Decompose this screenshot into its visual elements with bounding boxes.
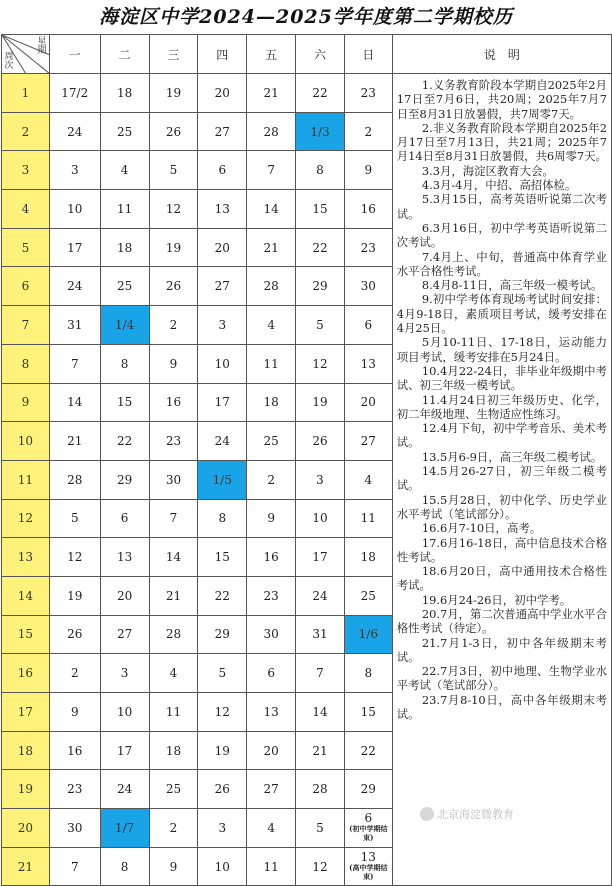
day-cell: 9 bbox=[344, 151, 392, 190]
day-cell: 30 bbox=[149, 460, 198, 499]
week-number-cell: 12 bbox=[2, 499, 50, 538]
week-number-cell: 21 bbox=[2, 847, 50, 886]
day-cell: 19 bbox=[49, 576, 100, 615]
day-cell: 12 bbox=[149, 190, 198, 229]
day-cell: 7 bbox=[296, 654, 345, 693]
day-cell: 7 bbox=[149, 499, 198, 538]
day-cell: 24 bbox=[100, 770, 149, 809]
day-cell: 26 bbox=[149, 267, 198, 306]
day-cell: 19 bbox=[149, 74, 198, 113]
notes-cell bbox=[392, 74, 611, 886]
day-cell: 15 bbox=[198, 538, 247, 577]
day-cell: 14 bbox=[149, 538, 198, 577]
header-tue: 二 bbox=[100, 35, 149, 74]
day-cell: 25 bbox=[100, 267, 149, 306]
watermark-text: 北京海淀微教育 bbox=[437, 808, 514, 821]
day-cell: 25 bbox=[100, 112, 149, 151]
day-cell: 28 bbox=[247, 267, 296, 306]
day-cell: 5 bbox=[149, 151, 198, 190]
day-cell: 6 bbox=[247, 654, 296, 693]
day-cell: 22 bbox=[100, 422, 149, 461]
day-cell: 30 bbox=[344, 267, 392, 306]
day-cell: 6 bbox=[198, 151, 247, 190]
day-cell: 10 bbox=[198, 847, 247, 886]
day-cell: 30 bbox=[247, 615, 296, 654]
day-cell: 23 bbox=[344, 228, 392, 267]
day-cell: 3 bbox=[296, 460, 345, 499]
day-cell: 2 bbox=[247, 460, 296, 499]
day-cell: 27 bbox=[247, 770, 296, 809]
day-cell: 20 bbox=[198, 228, 247, 267]
week-row bbox=[2, 74, 612, 113]
day-cell: 24 bbox=[296, 576, 345, 615]
day-cell: 5 bbox=[296, 306, 345, 345]
day-cell: 14 bbox=[296, 693, 345, 732]
day-cell: 22 bbox=[296, 74, 345, 113]
week-number-cell: 6 bbox=[2, 267, 50, 306]
week-number-cell: 11 bbox=[2, 460, 50, 499]
day-cell: 1/4 bbox=[100, 306, 149, 345]
day-cell: 21 bbox=[247, 74, 296, 113]
note-item: 20.7月，第二次普通高中学业水平合格性考试（待定）。 bbox=[396, 606, 607, 636]
day-cell: 28 bbox=[49, 460, 100, 499]
note-item: 16.6月7-10日，高考。 bbox=[421, 521, 542, 536]
header-wed: 三 bbox=[149, 35, 198, 74]
day-cell: 20 bbox=[344, 383, 392, 422]
day-cell: 26 bbox=[149, 112, 198, 151]
day-cell: 16 bbox=[247, 538, 296, 577]
note-item: 3.3月，海淀区教育大会。 bbox=[421, 163, 554, 178]
day-number: 6 bbox=[364, 811, 373, 826]
day-cell: 15 bbox=[100, 383, 149, 422]
day-cell: 12 bbox=[296, 344, 345, 383]
day-cell: 2 bbox=[49, 654, 100, 693]
note-item: 18.6月20日，高中通用技术合格性考试。 bbox=[396, 564, 607, 593]
day-cell: 29 bbox=[100, 460, 149, 499]
header-corner-cell bbox=[2, 35, 50, 74]
day-cell: 9 bbox=[149, 344, 198, 383]
day-cell: 21 bbox=[149, 576, 198, 615]
note-item: 10.4月22-24日，非毕业年级期中考试、初三年级一模考试。 bbox=[396, 363, 607, 393]
day-cell: 15 bbox=[344, 693, 392, 732]
header-fri: 五 bbox=[247, 35, 296, 74]
day-cell: 24 bbox=[49, 112, 100, 151]
day-cell: 11 bbox=[247, 344, 296, 383]
term-end-note: (初中学期结束) bbox=[349, 824, 388, 843]
day-cell: 18 bbox=[100, 228, 149, 267]
note-item: 17.6月16-18日，高中信息技术合格性考试。 bbox=[396, 535, 607, 564]
day-cell: 26 bbox=[296, 422, 345, 461]
day-cell: 7 bbox=[49, 344, 100, 383]
day-cell: 24 bbox=[49, 267, 100, 306]
day-cell: 26 bbox=[198, 770, 247, 809]
note-item: 5.3月15日，高考英语听说第二次考试。 bbox=[396, 192, 607, 221]
note-item: 8.4月8-11日，高三年级一模考试。 bbox=[421, 278, 603, 293]
day-cell: 4 bbox=[149, 654, 198, 693]
header-notes: 说 明 bbox=[392, 35, 611, 74]
note-item: 21.7月1-3日，初中各年级期末考试。 bbox=[396, 635, 607, 664]
day-cell bbox=[344, 847, 392, 886]
watermark bbox=[420, 806, 514, 822]
day-cell: 6 bbox=[344, 306, 392, 345]
week-number-cell: 4 bbox=[2, 190, 50, 229]
day-cell: 10 bbox=[100, 693, 149, 732]
day-cell: 30 bbox=[49, 809, 100, 848]
day-cell: 8 bbox=[100, 847, 149, 886]
week-number-cell: 16 bbox=[2, 654, 50, 693]
day-cell: 25 bbox=[344, 576, 392, 615]
day-cell: 3 bbox=[198, 809, 247, 848]
day-cell: 10 bbox=[296, 499, 345, 538]
day-cell: 24 bbox=[198, 422, 247, 461]
day-cell: 19 bbox=[296, 383, 345, 422]
week-number-cell: 20 bbox=[2, 809, 50, 848]
day-cell: 21 bbox=[296, 731, 345, 770]
term-end-note: (高中学期结束) bbox=[349, 863, 388, 882]
school-calendar-table bbox=[1, 34, 612, 886]
day-cell: 25 bbox=[247, 422, 296, 461]
day-cell: 4 bbox=[100, 151, 149, 190]
day-cell: 11 bbox=[247, 847, 296, 886]
day-cell: 21 bbox=[49, 422, 100, 461]
day-cell: 7 bbox=[247, 151, 296, 190]
day-cell: 1/5 bbox=[198, 460, 247, 499]
day-cell: 13 bbox=[344, 344, 392, 383]
note-item: 6.3月16日，初中学考英语听说第二次考试。 bbox=[396, 220, 607, 250]
day-cell: 9 bbox=[49, 693, 100, 732]
day-cell: 17 bbox=[49, 228, 100, 267]
week-number-cell: 17 bbox=[2, 693, 50, 732]
day-cell: 8 bbox=[344, 654, 392, 693]
note-item: 12.4月下旬，初中学考音乐、美术考试。 bbox=[396, 421, 607, 450]
header-sat: 六 bbox=[296, 35, 345, 74]
day-cell: 16 bbox=[49, 731, 100, 770]
week-number-cell: 14 bbox=[2, 576, 50, 615]
note-item: 15.5月28日，初中化学、历史学业水平考试（笔试部分）。 bbox=[396, 492, 607, 521]
note-item: 22.7月3日，初中地理、生物学业水平考试（笔试部分）。 bbox=[396, 664, 607, 693]
day-cell: 8 bbox=[296, 151, 345, 190]
note-item: 13.5月6-9日，高三年级二模考试。 bbox=[421, 449, 603, 464]
day-cell: 22 bbox=[198, 576, 247, 615]
day-number: 13 bbox=[360, 850, 376, 865]
day-cell: 11 bbox=[344, 499, 392, 538]
week-number-cell: 10 bbox=[2, 422, 50, 461]
day-cell: 17 bbox=[296, 538, 345, 577]
header-mon: 一 bbox=[49, 35, 100, 74]
note-item: 1.义务教育阶段本学期自2025年2月17日至7月6日，共20周；2025年7月7日至8月31日放暑假，共7周零7天。 bbox=[396, 78, 607, 121]
day-cell: 22 bbox=[344, 731, 392, 770]
day-cell: 10 bbox=[49, 190, 100, 229]
day-cell: 4 bbox=[247, 306, 296, 345]
week-number-cell: 15 bbox=[2, 615, 50, 654]
day-cell: 23 bbox=[49, 770, 100, 809]
note-item: 14.5月26-27日，初三年级二模考试。 bbox=[396, 464, 607, 493]
day-cell: 9 bbox=[247, 499, 296, 538]
week-number-cell: 2 bbox=[2, 112, 50, 151]
day-cell: 1/3 bbox=[296, 112, 345, 151]
day-cell: 29 bbox=[296, 267, 345, 306]
note-item: 9.初中学考体育现场考试时间安排：4月9-18日，素质项目考试，缓考安排在4月25日。 bbox=[396, 292, 607, 336]
week-number-cell: 18 bbox=[2, 731, 50, 770]
day-cell: 19 bbox=[198, 731, 247, 770]
day-cell: 1/7 bbox=[100, 809, 149, 848]
day-cell: 4 bbox=[344, 460, 392, 499]
day-cell: 18 bbox=[247, 383, 296, 422]
day-cell: 23 bbox=[247, 576, 296, 615]
week-number-cell: 3 bbox=[2, 151, 50, 190]
day-cell: 3 bbox=[100, 654, 149, 693]
week-number-cell: 9 bbox=[2, 383, 50, 422]
day-cell: 28 bbox=[247, 112, 296, 151]
day-cell bbox=[344, 809, 392, 848]
day-cell: 18 bbox=[149, 731, 198, 770]
day-cell: 21 bbox=[247, 228, 296, 267]
day-cell: 16 bbox=[344, 190, 392, 229]
day-cell: 13 bbox=[100, 538, 149, 577]
note-item: 23.7月8-10日，高中各年级期末考试。 bbox=[396, 692, 607, 722]
day-cell: 29 bbox=[344, 770, 392, 809]
day-cell: 5 bbox=[49, 499, 100, 538]
corner-weekday-label: 星期 bbox=[37, 37, 47, 56]
note-item: 11.4月24日初三年级历史、化学，初二年级地理、生物适应性练习。 bbox=[396, 392, 607, 421]
day-cell: 8 bbox=[100, 344, 149, 383]
day-cell: 28 bbox=[149, 615, 198, 654]
day-cell: 8 bbox=[198, 499, 247, 538]
day-cell: 12 bbox=[49, 538, 100, 577]
note-item: 19.6月24-26日，初中学考。 bbox=[421, 592, 572, 607]
day-cell: 15 bbox=[296, 190, 345, 229]
corner-week-label: 周次 bbox=[4, 52, 14, 71]
day-cell: 4 bbox=[247, 809, 296, 848]
day-cell: 18 bbox=[344, 538, 392, 577]
week-number-cell: 1 bbox=[2, 74, 50, 113]
header-sun: 日 bbox=[344, 35, 392, 74]
day-cell: 28 bbox=[296, 770, 345, 809]
day-cell: 12 bbox=[296, 847, 345, 886]
day-cell: 12 bbox=[198, 693, 247, 732]
day-cell: 27 bbox=[344, 422, 392, 461]
day-cell: 29 bbox=[198, 615, 247, 654]
day-cell: 2 bbox=[344, 112, 392, 151]
day-cell: 17 bbox=[100, 731, 149, 770]
note-item: 4.3月-4月，中招、高招体检。 bbox=[421, 178, 577, 193]
day-cell: 25 bbox=[149, 770, 198, 809]
day-cell: 2 bbox=[149, 306, 198, 345]
page-title: 海淀区中学2024—2025学年度第二学期校历 bbox=[99, 6, 513, 28]
day-cell: 10 bbox=[198, 344, 247, 383]
note-item: 2.非义务教育阶段本学期自2025年2月17日至7月13日，共21周；2025年7月14日至8月31日放暑假，共6周零7天。 bbox=[396, 120, 607, 164]
day-cell: 13 bbox=[247, 693, 296, 732]
week-number-cell: 5 bbox=[2, 228, 50, 267]
day-cell: 23 bbox=[149, 422, 198, 461]
day-cell: 3 bbox=[49, 151, 100, 190]
day-cell: 1/6 bbox=[344, 615, 392, 654]
week-number-cell: 8 bbox=[2, 344, 50, 383]
day-cell: 31 bbox=[49, 306, 100, 345]
day-cell: 7 bbox=[49, 847, 100, 886]
day-cell: 16 bbox=[149, 383, 198, 422]
day-cell: 17/2 bbox=[49, 74, 100, 113]
day-cell: 5 bbox=[296, 809, 345, 848]
day-cell: 27 bbox=[100, 615, 149, 654]
day-cell: 11 bbox=[149, 693, 198, 732]
week-number-cell: 7 bbox=[2, 306, 50, 345]
day-cell: 17 bbox=[198, 383, 247, 422]
day-cell: 20 bbox=[198, 74, 247, 113]
calendar-body bbox=[2, 74, 612, 886]
day-cell: 18 bbox=[100, 74, 149, 113]
day-cell: 23 bbox=[344, 74, 392, 113]
day-cell: 20 bbox=[100, 576, 149, 615]
day-cell: 9 bbox=[149, 847, 198, 886]
day-cell: 31 bbox=[296, 615, 345, 654]
day-cell: 19 bbox=[149, 228, 198, 267]
week-number-cell: 19 bbox=[2, 770, 50, 809]
note-item: 7.4月上、中旬，普通高中体育学业水平合格性考试。 bbox=[396, 249, 607, 278]
day-cell: 22 bbox=[296, 228, 345, 267]
day-cell: 3 bbox=[198, 306, 247, 345]
day-cell: 2 bbox=[149, 809, 198, 848]
day-cell: 6 bbox=[100, 499, 149, 538]
day-cell: 13 bbox=[198, 190, 247, 229]
day-cell: 27 bbox=[198, 112, 247, 151]
day-cell: 11 bbox=[100, 190, 149, 229]
day-cell: 14 bbox=[49, 383, 100, 422]
wechat-logo-icon bbox=[420, 807, 434, 821]
day-cell: 5 bbox=[198, 654, 247, 693]
day-cell: 27 bbox=[198, 267, 247, 306]
day-cell: 26 bbox=[49, 615, 100, 654]
header-thu: 四 bbox=[198, 35, 247, 74]
day-cell: 14 bbox=[247, 190, 296, 229]
day-cell: 20 bbox=[247, 731, 296, 770]
note-item: 5月10-11日、17-18日，运动能力项目考试，缓考安排在5月24日。 bbox=[396, 335, 607, 364]
week-number-cell: 13 bbox=[2, 538, 50, 577]
